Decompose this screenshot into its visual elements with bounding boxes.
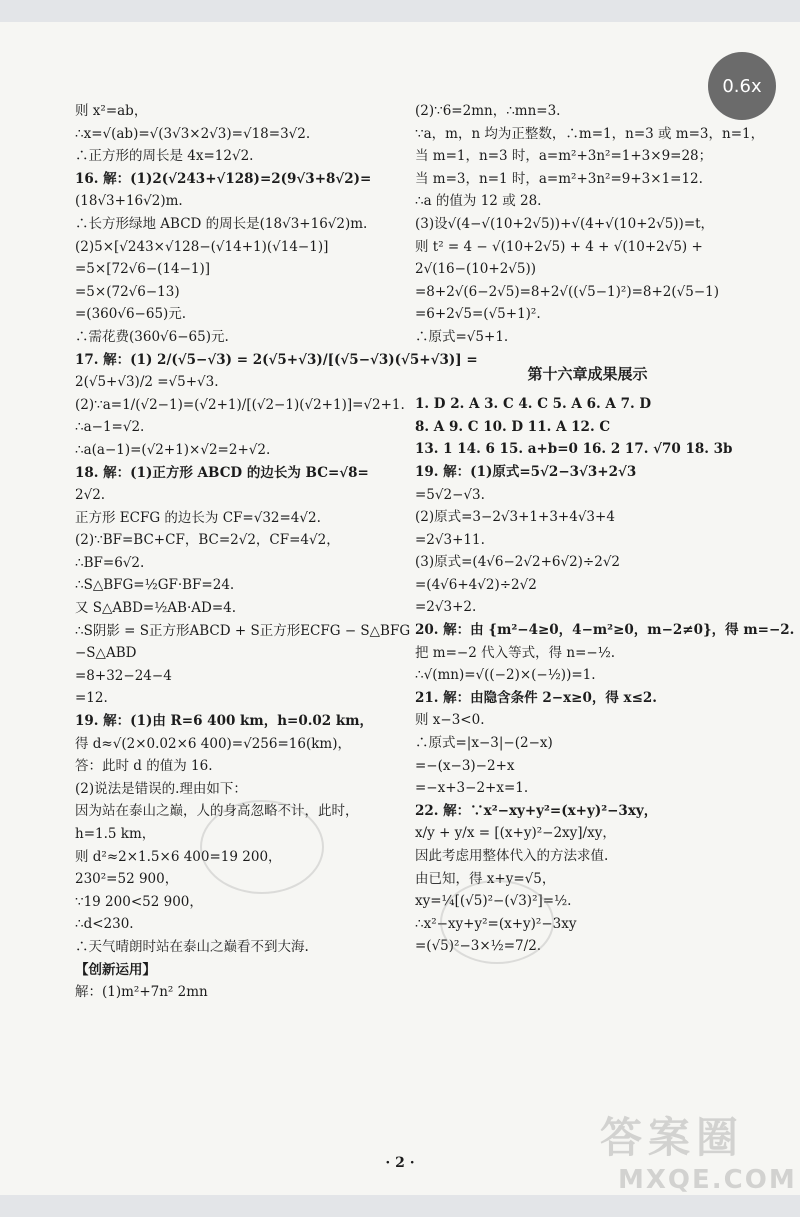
text-line: (2)∵a=1/(√2−1)=(√2+1)/[(√2−1)(√2+1)]=√2+1.	[75, 396, 405, 413]
watermark-logo: 答案圈	[600, 1113, 745, 1162]
text-line: 13. 1 14. 6 15. a+b=0 16. 2 17. √70 18. 3b	[415, 441, 733, 458]
text-line: 17. 解：(1) 2/(√5−√3) = 2(√5+√3)/[(√5−√3)(√5+√3)] =	[75, 351, 478, 368]
text-line: (2)原式=3−2√3+1+3+4√3+4	[415, 509, 615, 526]
top-bar	[0, 0, 800, 22]
text-line: =(√5)²−3×½=7/2.	[415, 938, 542, 955]
text-line: (2)∵6=2mn，∴mn=3.	[415, 103, 561, 119]
text-line: 21. 解：由隐含条件 2−x≥0，得 x≤2.	[415, 689, 657, 706]
stamp-watermark	[440, 880, 554, 964]
text-line: ∴天气晴朗时站在泰山之巅看不到大海.	[75, 938, 309, 955]
text-line: x/y + y/x = [(x+y)²−2xy]/xy，	[415, 825, 616, 842]
text-line: (2)说法是错误的.理由如下：	[75, 780, 247, 797]
text-line: 16. 解：(1)2(√243+√128)=2(9√3+8√2)=	[75, 170, 372, 187]
text-line: ∴正方形的周长是 4x=12√2.	[75, 148, 254, 165]
text-line: 230²=52 900，	[75, 871, 179, 888]
section-heading: 第十六章成果展示	[527, 364, 648, 383]
text-line: =5×(72√6−13)	[75, 283, 180, 300]
text-line: =12.	[75, 690, 108, 707]
text-line: ∴x=√(ab)=√(3√3×2√3)=√18=3√2.	[75, 125, 311, 142]
text-line: 得 d≈√(2×0.02×6 400)=√256=16(km)，	[75, 735, 351, 752]
text-line: 18. 解：(1)正方形 ABCD 的边长为 BC=√8=	[75, 464, 369, 481]
text-line: 则 t² = 4 − √(10+2√5) + 4 + √(10+2√5) +	[415, 238, 703, 255]
text-line: 又 S△ABD=½AB·AD=4.	[75, 600, 237, 617]
page-number: · 2 ·	[385, 1155, 415, 1171]
text-line: (3)设√(4−√(10+2√5))+√(4+√(10+2√5))=t，	[415, 215, 715, 232]
text-line: h=1.5 km，	[75, 826, 156, 842]
text-line: 2√2.	[75, 487, 106, 504]
text-line: =6+2√5=(√5+1)².	[415, 306, 541, 323]
text-line: =(4√6+4√2)÷2√2	[415, 576, 537, 593]
text-line: ∴a 的值为 12 或 28.	[415, 193, 542, 210]
text-line: =−x+3−2+x=1.	[415, 780, 529, 797]
text-line: 【创新运用】	[75, 961, 156, 978]
text-line: 则 x²=ab，	[75, 103, 148, 119]
text-line: (2)5×[√243×√128−(√14+1)(√14−1)]	[75, 238, 329, 255]
text-line: (2)∵BF=BC+CF，BC=2√2，CF=4√2，	[75, 532, 340, 549]
text-line: 20. 解：由 {m²−4≥0，4−m²≥0，m−2≠0}，得 m=−2.	[415, 622, 795, 639]
text-line: 1. D 2. A 3. C 4. C 5. A 6. A 7. D	[415, 396, 652, 413]
playback-speed-label: 0.6x	[722, 75, 762, 97]
playback-speed-button[interactable]	[708, 52, 776, 120]
text-line: =2√3+11.	[415, 531, 485, 548]
text-line: ∴a(a−1)=(√2+1)×√2=2+√2.	[75, 441, 271, 458]
text-line: ∵a，m，n 均为正整数，∴m=1，n=3 或 m=3，n=1，	[415, 125, 765, 142]
text-line: =8+2√(6−2√5)=8+2√((√5−1)²)=8+2(√5−1)	[415, 283, 720, 300]
text-line: 8. A 9. C 10. D 11. A 12. C	[415, 418, 611, 435]
text-line: ∴S△BFG=½GF·BF=24.	[75, 577, 235, 594]
text-line: xy=¼[(√5)²−(√3)²]=½.	[415, 893, 572, 910]
text-line: 因为站在泰山之巅，人的身高忽略不计，此时，	[75, 803, 359, 820]
text-line: ∴a−1=√2.	[75, 419, 145, 436]
text-line: ∴原式=|x−3|−(2−x)	[415, 735, 553, 752]
text-line: 解：(1)m²+7n² 2mn	[75, 984, 208, 1001]
text-line: =(360√6−65)元.	[75, 306, 187, 323]
text-line: ∴需花费(360√6−65)元.	[75, 328, 229, 345]
text-line: 则 d²≈2×1.5×6 400=19 200，	[75, 848, 282, 865]
text-line: 把 m=−2 代入等式，得 n=−½.	[415, 644, 616, 661]
text-line: 则 x−3<0.	[415, 712, 485, 729]
text-line: 2(√5+√3)/2 =√5+√3.	[75, 374, 219, 391]
bottom-bar	[0, 1195, 800, 1217]
text-line: 19. 解：(1)原式=5√2−3√3+2√3	[415, 463, 637, 480]
text-line: ∴BF=6√2.	[75, 554, 145, 571]
text-line: 由已知，得 x+y=√5，	[415, 870, 556, 887]
text-line: =2√3+2.	[415, 599, 477, 616]
text-line: −S△ABD	[75, 645, 137, 662]
text-line: 正方形 ECFG 的边长为 CF=√32=4√2.	[75, 509, 321, 526]
text-line: (18√3+16√2)m.	[75, 193, 183, 210]
text-line: =5√2−√3.	[415, 486, 485, 503]
text-line: 2√(16−(10+2√5))	[415, 261, 537, 278]
text-line: ∵19 200<52 900，	[75, 893, 203, 910]
text-line: ∴d<230.	[75, 916, 134, 933]
text-line: 19. 解：(1)由 R=6 400 km，h=0.02 km，	[75, 713, 374, 730]
text-line: 答：此时 d 的值为 16.	[75, 758, 213, 775]
text-line: ∴x²−xy+y²=(x+y)²−3xy	[415, 915, 577, 932]
stamp-watermark	[200, 800, 324, 894]
text-line: 当 m=3，n=1 时，a=m²+3n²=9+3×1=12.	[415, 170, 703, 187]
text-line: ∴原式=√5+1.	[415, 328, 509, 345]
right-column	[415, 100, 795, 958]
text-line: ∴√(mn)=√((−2)×(−½))=1.	[415, 667, 596, 684]
text-line: ∴S阴影 = S正方形ABCD + S正方形ECFG − S△BFG	[75, 622, 411, 639]
text-line: =8+32−24−4	[75, 667, 172, 684]
text-line: 因此考虑用整体代入的方法求值.	[415, 848, 609, 864]
text-line: =5×[72√6−(14−1)]	[75, 261, 211, 278]
text-line: ∴长方形绿地 ABCD 的周长是(18√3+16√2)m.	[75, 215, 368, 232]
watermark-url: MXQE.COM	[618, 1165, 797, 1195]
text-line: =−(x−3)−2+x	[415, 757, 515, 774]
text-line: (3)原式=(4√6−2√2+6√2)÷2√2	[415, 554, 621, 571]
text-line: 22. 解：∵x²−xy+y²=(x+y)²−3xy，	[415, 802, 658, 819]
text-line: 当 m=1，n=3 时，a=m²+3n²=1+3×9=28；	[415, 148, 713, 165]
